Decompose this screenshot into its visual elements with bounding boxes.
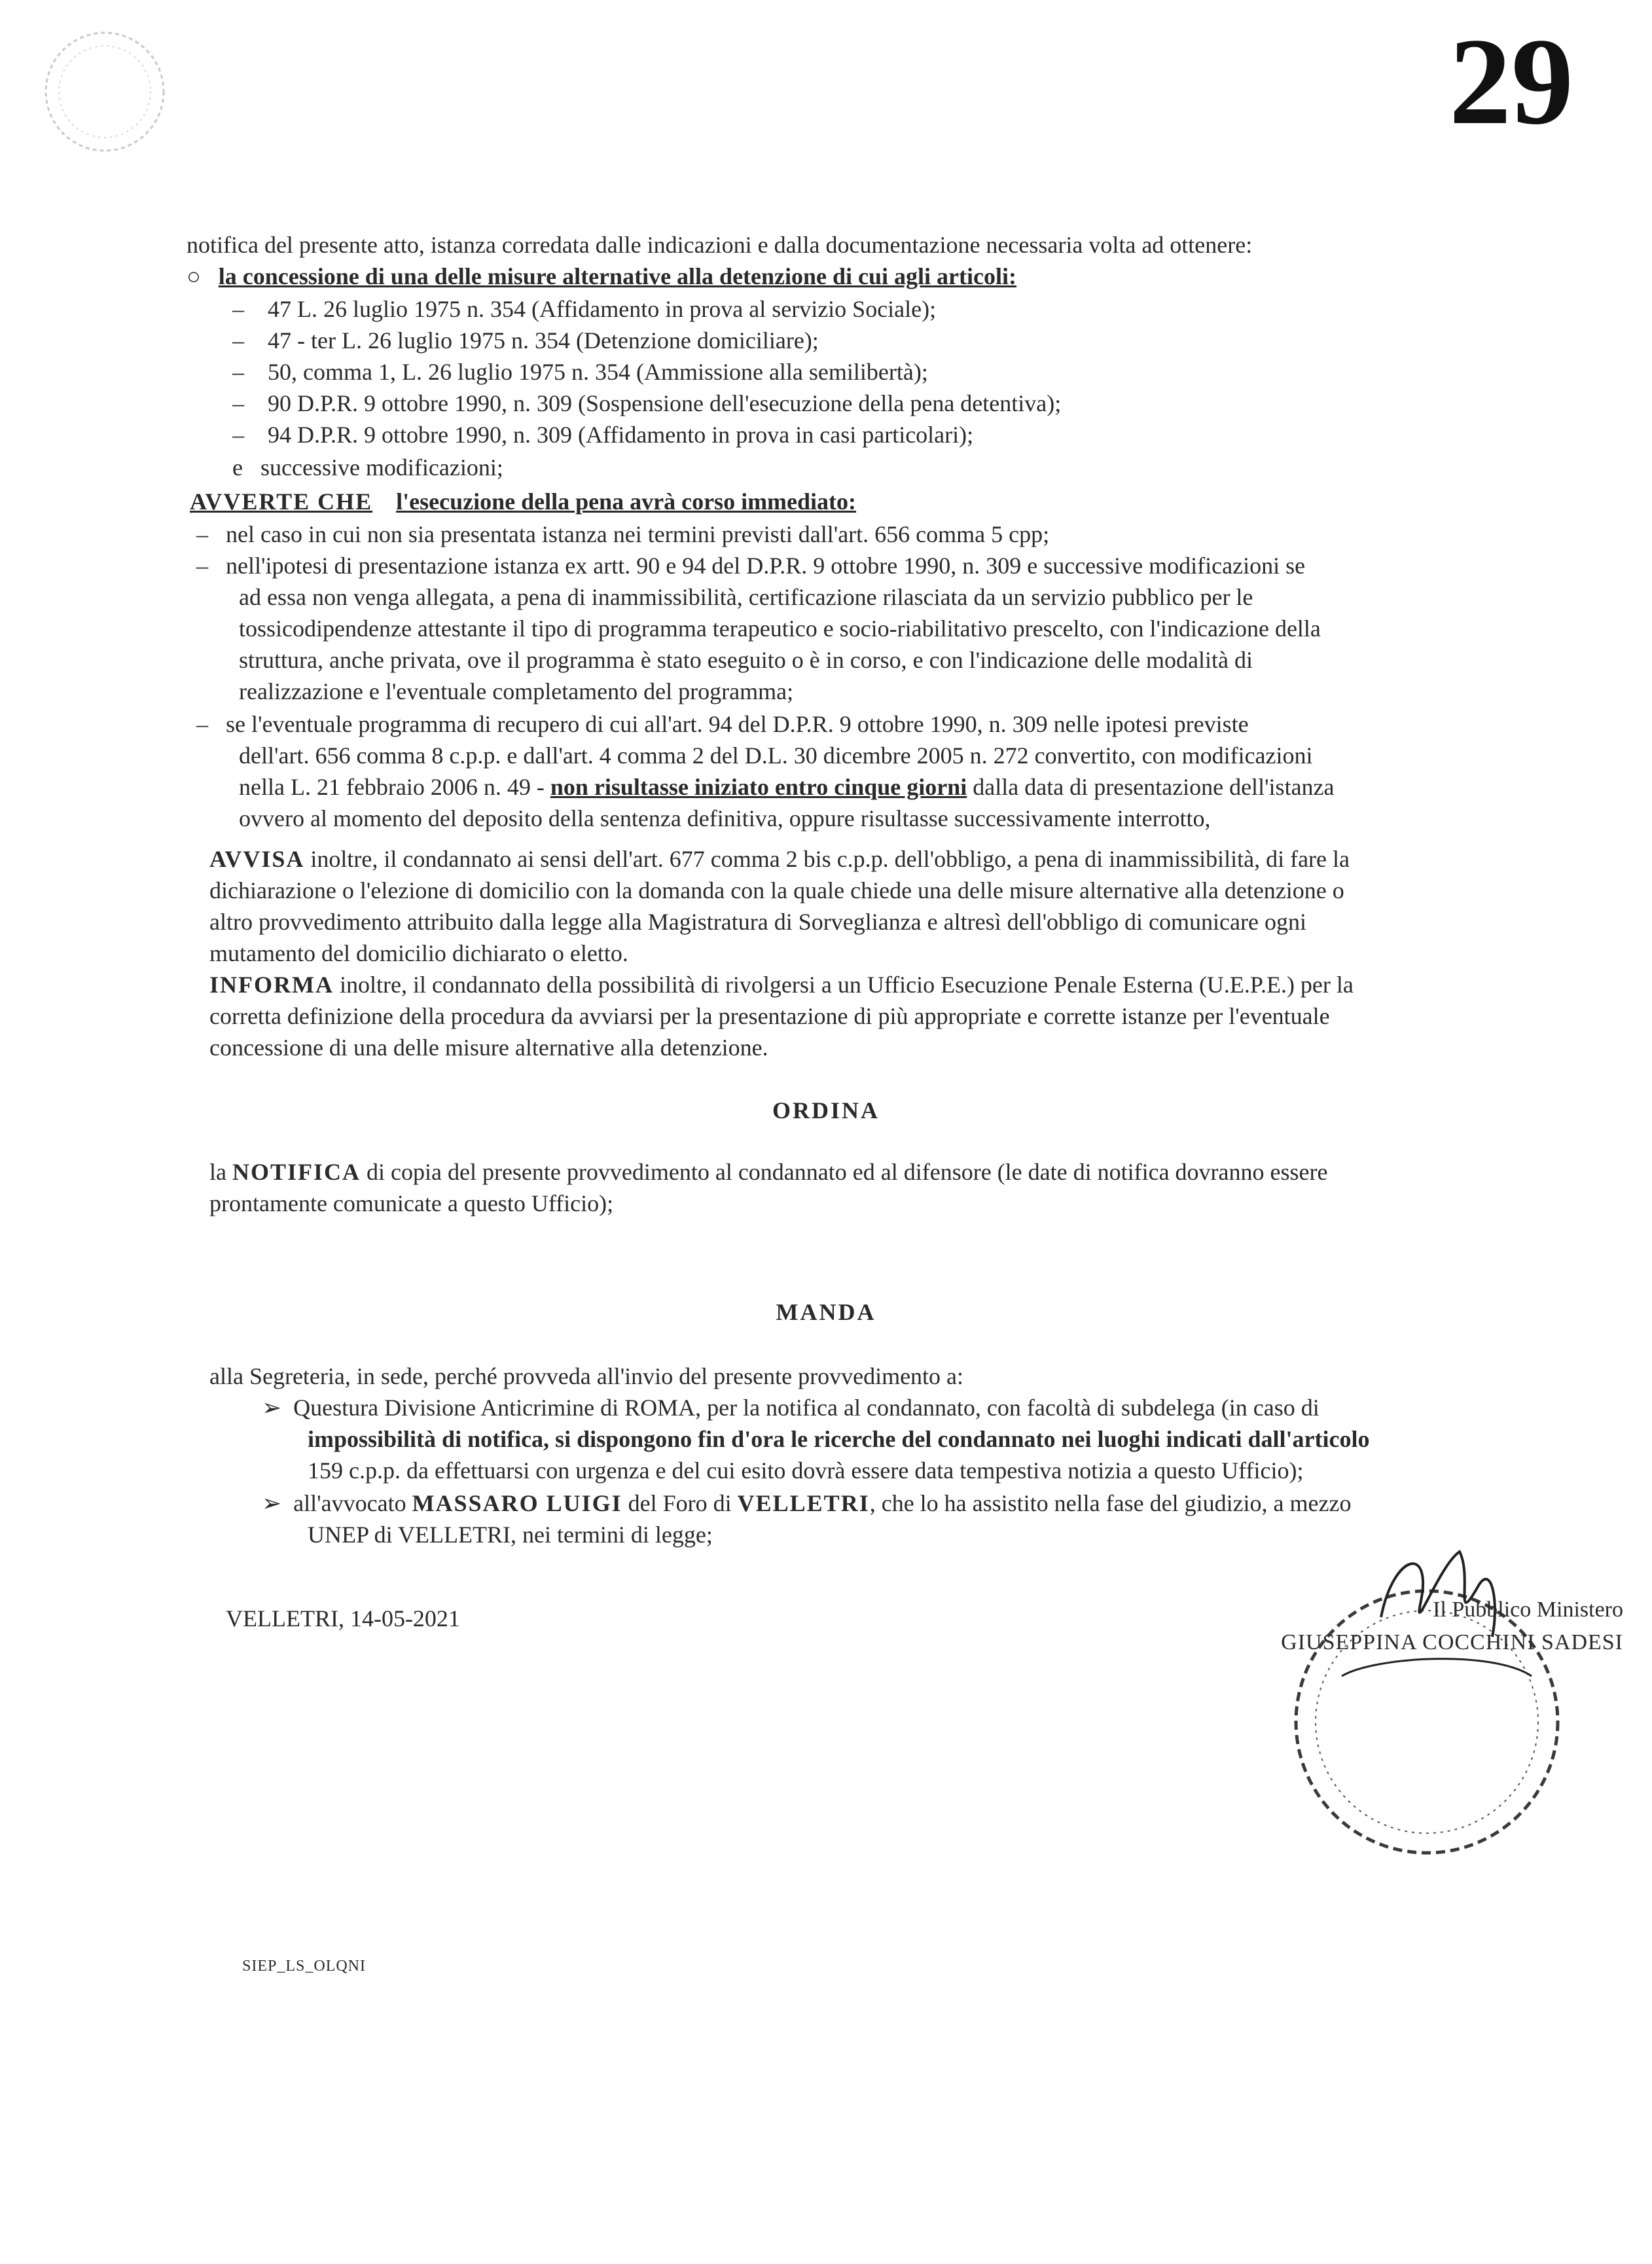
place-date: VELLETRI, 14-05-2021: [226, 1605, 460, 1632]
concession-item: [187, 261, 1016, 292]
article-item: – 47 - ter L. 26 luglio 1975 n. 354 (Detenzione domiciliare);: [232, 327, 819, 354]
ordina-line: prontamente comunicate a questo Ufficio);: [209, 1190, 614, 1216]
footer-code: SIEP_LS_OLQNI: [242, 1958, 367, 1975]
manda-item: ➢ all'avvocato MASSARO LUIGI del Foro di VELLETRI, che lo ha assistito nella fase del giudizio, a mezzo: [262, 1490, 1352, 1516]
avverte-item-continuation: ad essa non venga allegata, a pena di inammissibilità, certificazione rilasciata da un servizio pubblico per le: [239, 584, 1253, 610]
manda-item-continuation: impossibilità di notifica, si dispongono fin d'ora le ricerche del condannato nei luoghi indicati dall'articolo: [308, 1426, 1370, 1452]
ordina-heading: ORDINA: [772, 1097, 880, 1123]
official-seal-icon: [1283, 1525, 1571, 1866]
bullet-circle-icon: ○: [187, 263, 219, 289]
successive-modifications: e successive modificazioni;: [232, 454, 503, 481]
concession-heading: la concessione di una delle misure alternative alla detenzione di cui agli articoli:: [218, 263, 1016, 289]
avverte-item: – nell'ipotesi di presentazione istanza ex artt. 90 e 94 del D.P.R. 9 ottobre 1990, n. 309 e successive modificazioni se: [196, 553, 1306, 579]
avverte-item: – nel caso in cui non sia presentata istanza nei termini previsti dall'art. 656 comma 5 cpp;: [196, 521, 1050, 547]
arrow-bullet-icon: ➢: [262, 1490, 294, 1516]
avvisa-paragraph: AVVISA inoltre, il condannato ai sensi dell'art. 677 comma 2 bis c.p.p. dell'obbligo, a pena di inammissibilità, di fare la: [209, 846, 1350, 872]
article-item: – 50, comma 1, L. 26 luglio 1975 n. 354 (Ammissione alla semilibertà);: [232, 359, 928, 385]
manda-item-continuation: UNEP di VELLETRI, nei termini di legge;: [308, 1522, 713, 1548]
avverte-heading: AVVERTE CHE l'esecuzione della pena avrà corso immediato:: [190, 488, 857, 515]
avverte-item-continuation: dell'art. 656 comma 8 c.p.p. e dall'art. 4 comma 2 del D.L. 30 dicembre 2005 n. 272 convertito, con modificazioni: [239, 742, 1313, 769]
faded-stamp-icon: [20, 26, 190, 157]
manda-intro: alla Segreteria, in sede, perché provveda all'invio del presente provvedimento a:: [209, 1363, 964, 1389]
avvisa-line: dichiarazione o l'elezione di domicilio con la domanda con la quale chiede una delle misure alternative alla detenzione o: [209, 877, 1344, 904]
avverte-item: – se l'eventuale programma di recupero di cui all'art. 94 del D.P.R. 9 ottobre 1990, n. 309 nelle ipotesi previste: [196, 711, 1249, 737]
avverte-item-continuation: struttura, anche privata, ove il programma è stato eseguito o è in corso, e con l'indicazione delle modalità di: [239, 647, 1253, 673]
informa-line: corretta definizione della procedura da avviarsi per la presentazione di più appropriate e corrette istanze per l'eventuale: [209, 1003, 1330, 1029]
ordina-paragraph: la NOTIFICA di copia del presente provvedimento al condannato ed al difensore (le date di notifica dovranno essere: [209, 1159, 1328, 1185]
signature-block: [1230, 1525, 1623, 1866]
page-number: 29: [1449, 13, 1573, 151]
notifica-label: NOTIFICA: [232, 1159, 361, 1185]
article-item: – 90 D.P.R. 9 ottobre 1990, n. 309 (Sospensione dell'esecuzione della pena detentiva);: [232, 390, 1062, 416]
five-days-emphasis: non risultasse iniziato entro cinque giorni: [550, 774, 967, 800]
avverte-item-continuation: tossicodipendenze attestante il tipo di programma terapeutico e socio-riabilitativo prescelto, con l'indicazione della: [239, 615, 1321, 642]
avvisa-line: mutamento del domicilio dichiarato o eletto.: [209, 940, 628, 966]
manda-heading: MANDA: [776, 1299, 876, 1325]
avvisa-line: altro provvedimento attribuito dalla legge alla Magistratura di Sorveglianza e altresì dell'obbligo di comunicare ogni: [209, 909, 1306, 935]
arrow-bullet-icon: ➢: [262, 1395, 294, 1421]
article-item: – 47 L. 26 luglio 1975 n. 354 (Affidamento in prova al servizio Sociale);: [232, 296, 937, 322]
intro-line: notifica del presente atto, istanza corredata dalle indicazioni e dalla documentazione necessaria volta ad ottenere:: [187, 232, 1253, 258]
article-item: – 94 D.P.R. 9 ottobre 1990, n. 309 (Affidamento in prova in casi particolari);: [232, 422, 974, 448]
signature-name: GIUSEPPINA COCCHINI SADESI: [1281, 1630, 1623, 1654]
avverte-item-continuation: nella L. 21 febbraio 2006 n. 49 - non risultasse iniziato entro cinque giorni dalla data di presentazione dell'istanza: [239, 774, 1335, 800]
manda-item: ➢ Questura Divisione Anticrimine di ROMA, per la notifica al condannato, con facoltà di subdelega (in caso di: [262, 1395, 1320, 1421]
avverte-item-continuation: ovvero al momento del deposito della sentenza definitiva, oppure risultasse successivamente interrotto,: [239, 805, 1211, 831]
avvisa-label: AVVISA: [209, 846, 305, 872]
avverte-item-continuation: realizzazione e l'eventuale completamento del programma;: [239, 678, 794, 704]
signature-title: Il Pubblico Ministero: [1433, 1598, 1623, 1622]
manda-item-continuation: 159 c.p.p. da effettuarsi con urgenza e del cui esito dovrà essere data tempestiva notizia a questo Ufficio);: [308, 1457, 1304, 1484]
informa-paragraph: INFORMA inoltre, il condannato della possibilità di rivolgersi a un Ufficio Esecuzione Penale Esterna (U.E.P.E.) per la: [209, 972, 1354, 998]
informa-line: concessione di una delle misure alternative alla detenzione.: [209, 1034, 768, 1061]
informa-label: INFORMA: [209, 972, 334, 998]
